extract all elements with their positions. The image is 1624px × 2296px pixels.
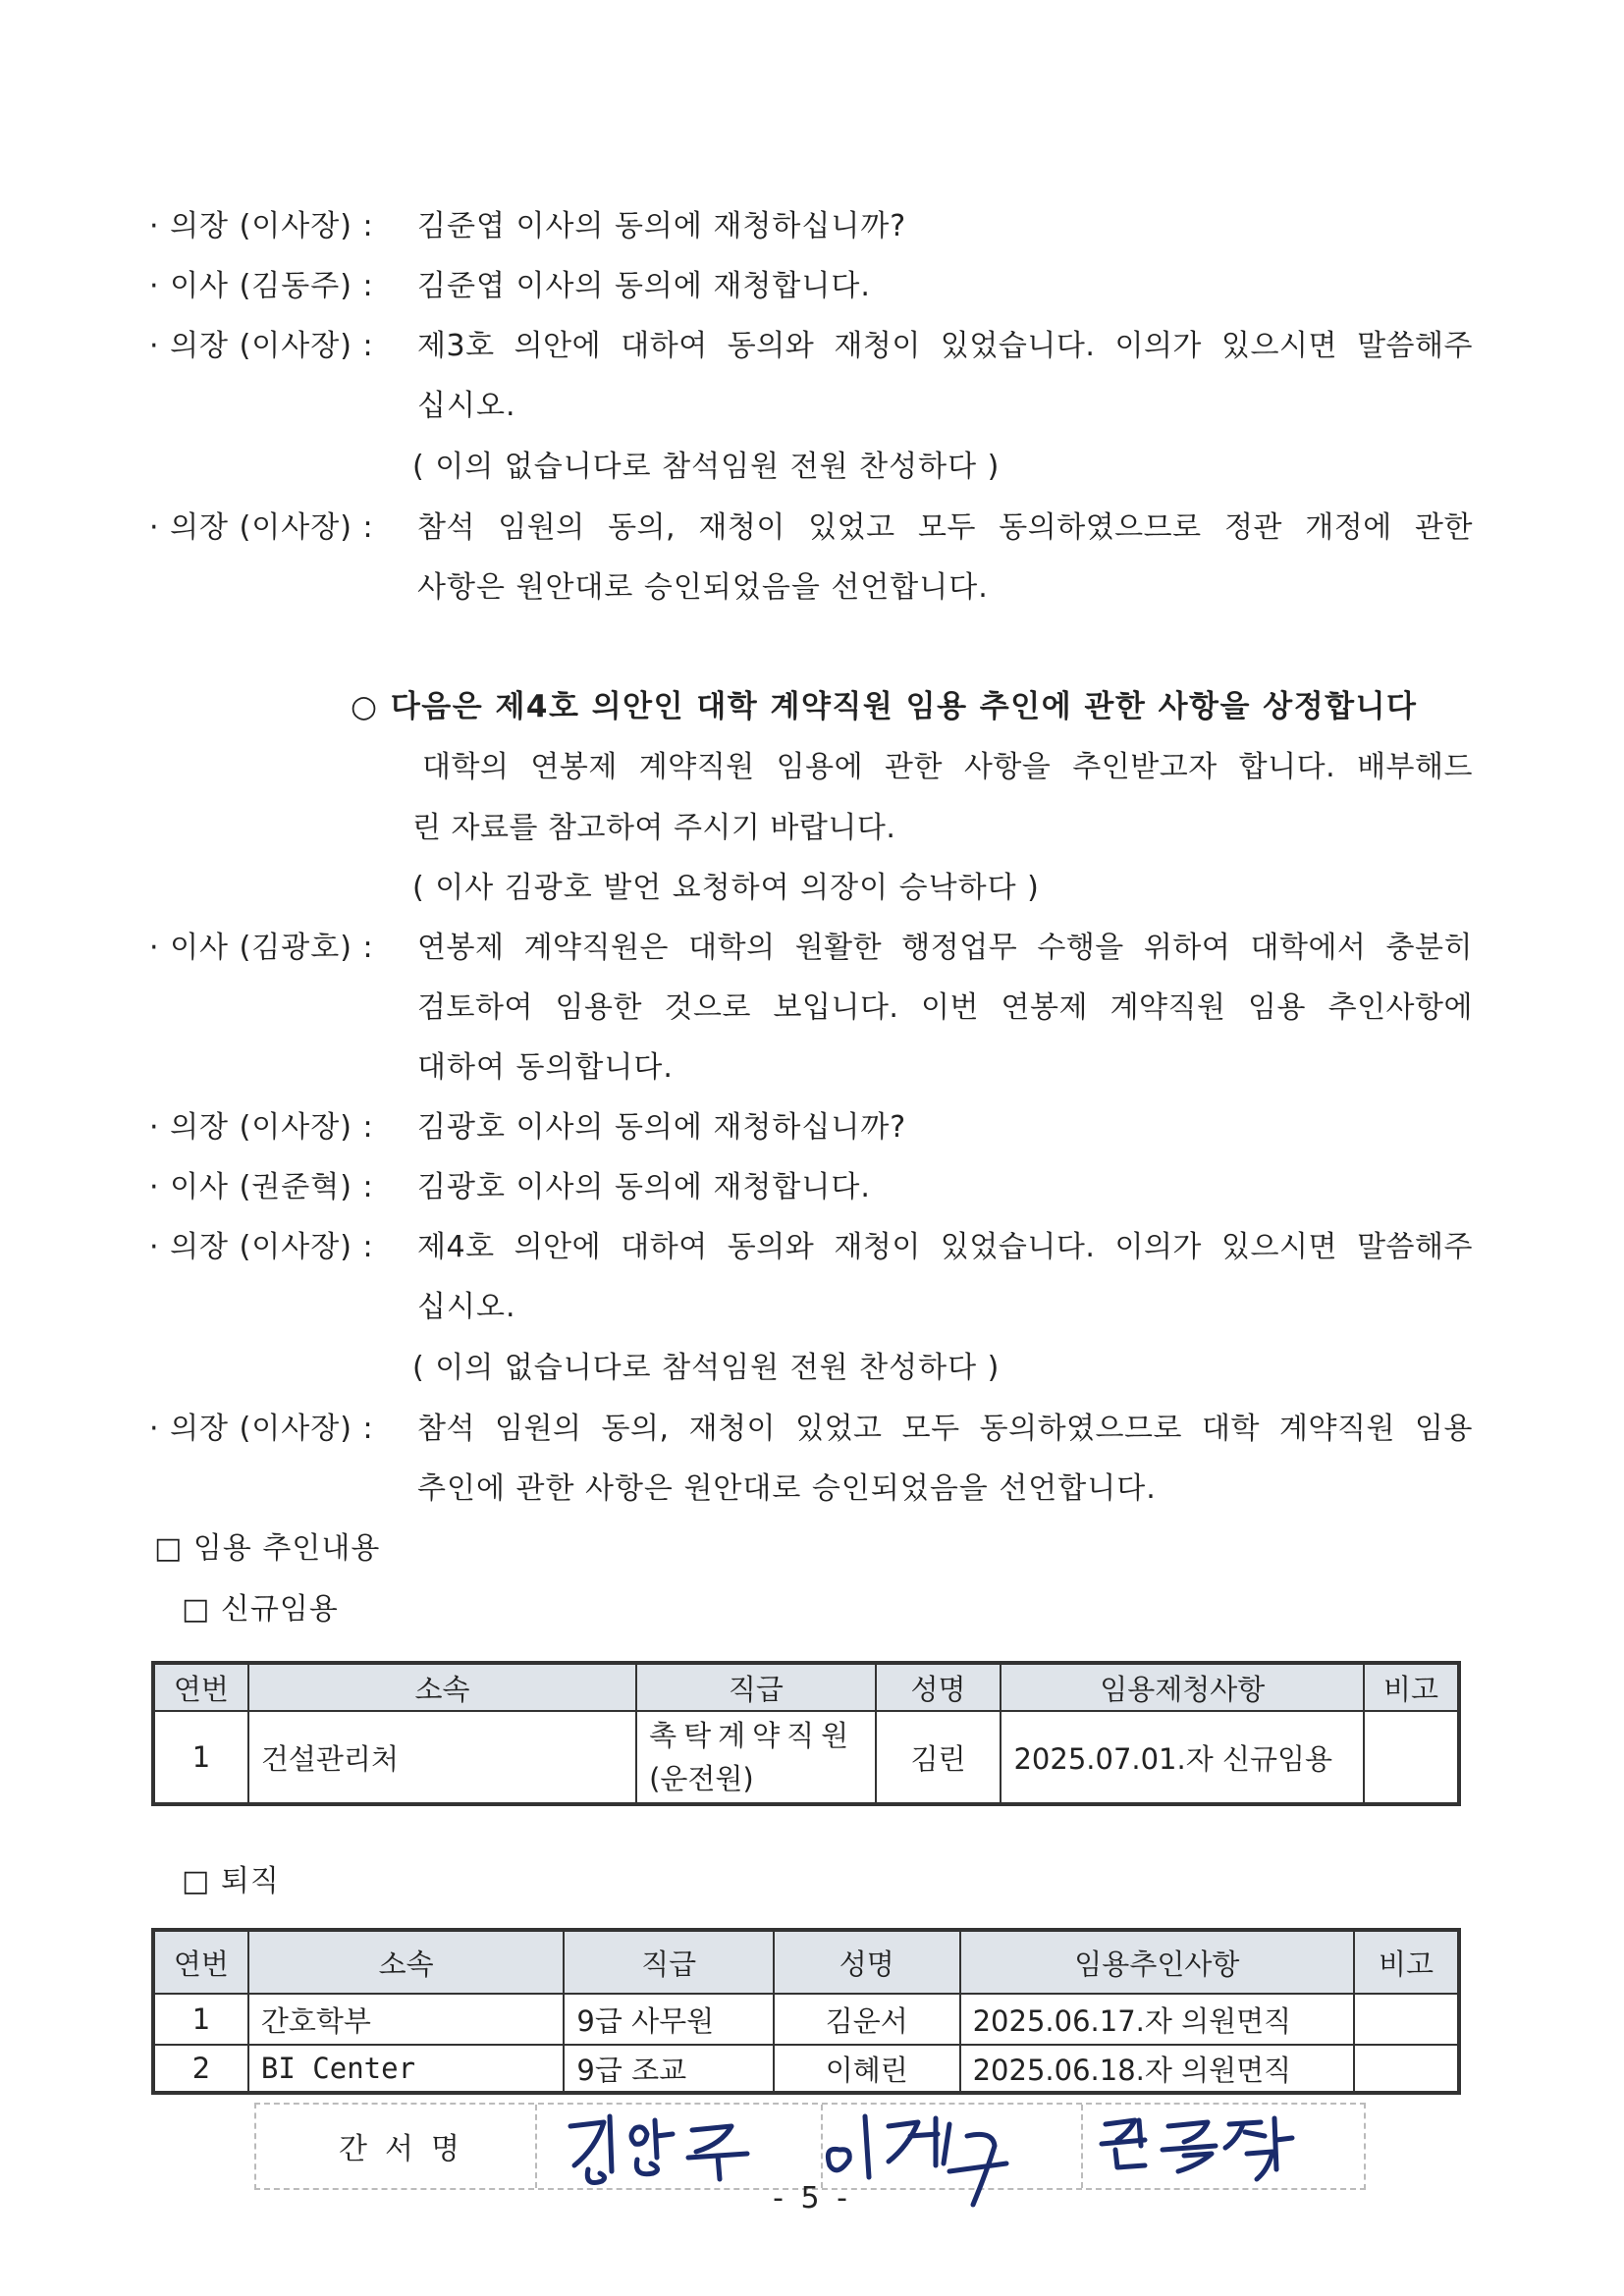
cell-grade	[636, 1711, 876, 1803]
speaker-chair-1: · 의장 (이사장) :	[149, 209, 374, 243]
retirement-title: □ 퇴직	[182, 1864, 280, 1898]
cell-name: 이혜린	[774, 2045, 960, 2092]
cell-detail: 2025.06.18.자 의원면직	[960, 2045, 1354, 2092]
declaration-text: 참석 임원의 동의, 재청이 있었고 모두 동의하였으므로 대학 계약직원 임용	[417, 1412, 1473, 1446]
col-header-dept: 소속	[248, 1664, 636, 1711]
table-row	[154, 1994, 1458, 2045]
speaker-chair-3: · 의장 (이사장) :	[149, 510, 374, 545]
statement-text: 제3호 의안에 대하여 동의와 재청이 있었습니다. 이의가 있으시면 말씀해주	[417, 329, 1473, 363]
speaker-chair-2: · 의장 (이사장) :	[149, 329, 374, 363]
table-header-row	[154, 1931, 1458, 1994]
speaker-chair-6: · 의장 (이사장) :	[149, 1412, 374, 1446]
col-header-note: 비고	[1354, 1931, 1458, 1994]
cell-grade-line-1: 촉탁계약직원	[649, 1719, 856, 1752]
col-header-name: 성명	[774, 1931, 960, 1994]
new-hire-title: □ 신규임용	[182, 1592, 339, 1627]
cell-dept: 간호학부	[248, 1994, 565, 2045]
statement-text: 김준엽 이사의 동의에 재청하십니까?	[417, 209, 907, 243]
speaker-chair-4: · 의장 (이사장) :	[149, 1110, 374, 1145]
section-title: □ 임용 추인내용	[154, 1531, 381, 1566]
col-header-grade: 직급	[564, 1931, 774, 1994]
statement-text-cont: 대하여 동의합니다.	[417, 1050, 674, 1085]
table-header-row	[154, 1664, 1458, 1711]
cell-note	[1364, 1711, 1458, 1803]
col-header-detail: 임용제청사항	[1001, 1664, 1364, 1711]
cell-note	[1354, 2045, 1458, 2092]
speaker-director-kimgwangho: · 이사 (김광호) :	[149, 931, 374, 965]
retirement-table	[153, 1930, 1459, 2093]
signature-kwonjunhyuk	[1100, 2110, 1316, 2189]
cell-no: 1	[154, 1711, 248, 1803]
col-header-name: 성명	[876, 1664, 1001, 1711]
agenda-intro-line-2: 린 자료를 참고하여 주시기 바랍니다.	[412, 811, 896, 845]
declaration-text-cont: 추인에 관한 사항은 원안대로 승인되었음을 선언합니다.	[417, 1471, 1157, 1506]
page-number: - 5 -	[773, 2181, 851, 2216]
cell-name: 김운서	[774, 1994, 960, 2045]
col-header-grade: 직급	[636, 1664, 876, 1711]
statement-text: 김준엽 이사의 동의에 재청합니다.	[417, 269, 871, 303]
statement-text-cont: 십시오.	[417, 1290, 516, 1324]
note-line: ( 이의 없습니다로 참석임원 전원 찬성하다 )	[412, 1351, 1001, 1385]
cell-grade: 9급 조교	[564, 2045, 774, 2092]
cell-no: 1	[154, 1994, 248, 2045]
table-row	[154, 1711, 1458, 1803]
statement-text: 김광호 이사의 동의에 재청합니다.	[417, 1170, 871, 1204]
agenda-heading: ○ 다음은 제4호 의안인 대학 계약직원 임용 추인에 관한 사항을 상정합니다	[351, 689, 1418, 724]
cell-name: 김린	[876, 1711, 1001, 1803]
col-header-dept: 소속	[248, 1931, 565, 1994]
signature-divider	[535, 2105, 537, 2188]
statement-text-cont: 검토하여 임용한 것으로 보입니다. 이번 연봉제 계약직원 임용 추인사항에	[417, 990, 1473, 1025]
note-line: ( 이사 김광호 발언 요청하여 의장이 승낙하다 )	[412, 871, 1040, 905]
cell-grade-line-2: (운전원)	[649, 1762, 754, 1795]
signature-divider	[1081, 2105, 1083, 2188]
signature-label: 간서명	[339, 2132, 477, 2166]
speaker-director-kimdongju: · 이사 (김동주) :	[149, 269, 374, 303]
declaration-text-cont: 사항은 원안대로 승인되었음을 선언합니다.	[417, 570, 989, 605]
speaker-chair-5: · 의장 (이사장) :	[149, 1230, 374, 1264]
agenda-intro-line-1: 대학의 연봉제 계약직원 임용에 관한 사항을 추인받고자 합니다. 배부해드	[422, 750, 1473, 784]
col-header-note: 비고	[1364, 1664, 1458, 1711]
cell-dept: BI Center	[248, 2045, 565, 2092]
new-hire-table	[153, 1663, 1459, 1804]
col-header-detail: 임용추인사항	[960, 1931, 1354, 1994]
col-header-no: 연번	[154, 1931, 248, 1994]
speaker-director-kwonjunhyuk: · 이사 (권준혁) :	[149, 1170, 374, 1204]
note-line: ( 이의 없습니다로 참석임원 전원 찬성하다 )	[412, 450, 1001, 484]
cell-note	[1354, 1994, 1458, 2045]
statement-text: 제4호 의안에 대하여 동의와 재청이 있었습니다. 이의가 있으시면 말씀해주	[417, 1230, 1473, 1264]
statement-text: 김광호 이사의 동의에 재청하십니까?	[417, 1110, 907, 1145]
declaration-text: 참석 임원의 동의, 재청이 있었고 모두 동의하였으므로 정관 개정에 관한	[417, 510, 1473, 545]
cell-no: 2	[154, 2045, 248, 2092]
col-header-no: 연번	[154, 1664, 248, 1711]
table-row	[154, 2045, 1458, 2092]
statement-text-cont: 십시오.	[417, 389, 516, 423]
cell-detail: 2025.06.17.자 의원면직	[960, 1994, 1354, 2045]
statement-text: 연봉제 계약직원은 대학의 원활한 행정업무 수행을 위하여 대학에서 충분히	[417, 931, 1473, 965]
cell-grade: 9급 사무원	[564, 1994, 774, 2045]
cell-dept: 건설관리처	[248, 1711, 636, 1803]
cell-detail: 2025.07.01.자 신규임용	[1001, 1711, 1364, 1803]
